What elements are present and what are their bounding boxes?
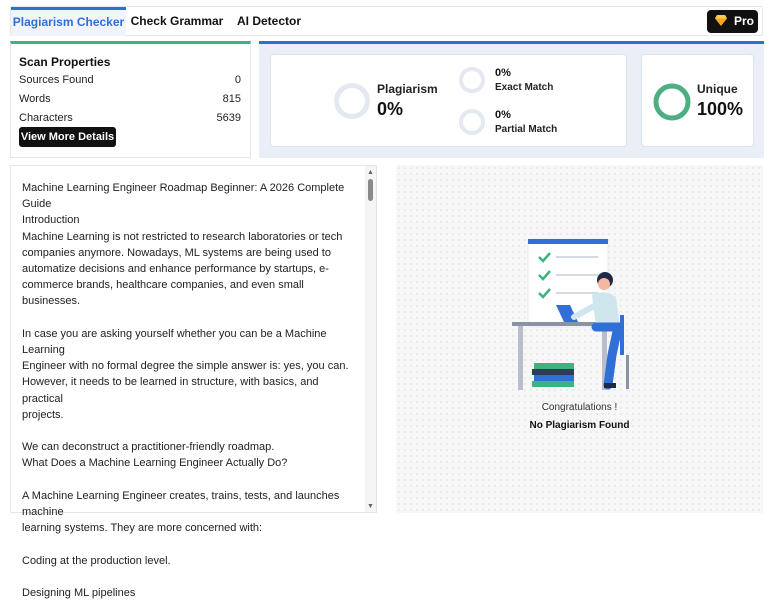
plagiarism-percent: 0% — [377, 99, 404, 119]
top-nav — [10, 6, 763, 36]
partial-match-label: Partial Match — [495, 124, 558, 135]
scroll-up-arrow-icon[interactable]: ▲ — [367, 169, 374, 176]
text-line: commerce brands, healthcare companies, and even small businesses. — [22, 279, 304, 308]
result-illustration-panel — [396, 165, 763, 513]
prop-row-sources — [19, 74, 241, 86]
text-line: However, it needs to be learned in structure, with basics, and practical — [22, 376, 319, 405]
prop-label: Words — [19, 93, 51, 105]
text-line: Machine Learning is not restricted to research laboratories or tech — [22, 230, 343, 243]
prop-value: 0 — [234, 74, 241, 86]
pro-label: Pro — [734, 14, 755, 28]
plagiarism-ring — [333, 82, 371, 120]
text-line: We can deconstruct a practitioner-friendly roadmap. — [22, 441, 275, 454]
text-line: Designing ML pipelines — [22, 587, 136, 600]
text-line: Introduction — [22, 214, 80, 227]
vertical-scrollbar[interactable] — [365, 166, 376, 512]
text-line: Coding at the production level. — [22, 554, 171, 567]
exact-match-label: Exact Match — [495, 82, 554, 93]
scan-properties-card — [10, 41, 251, 158]
text-line: Machine Learning Engineer Roadmap Beginner: A 2026 Complete Guide — [22, 182, 345, 211]
pro-button[interactable] — [707, 10, 758, 33]
diamond-icon — [715, 15, 727, 26]
scroll-thumb[interactable] — [368, 179, 373, 201]
plagiarism-summary-box — [270, 54, 627, 147]
document-text — [22, 180, 362, 601]
plagiarism-label: Plagiarism — [377, 82, 438, 96]
text-line — [22, 536, 362, 552]
tab-plagiarism-checker[interactable]: Plagiarism Checker — [11, 7, 126, 36]
partial-match-percent: 0% — [495, 109, 511, 121]
text-line: learning systems. They are more concerned with: — [22, 522, 263, 535]
tab-check-grammar[interactable]: Check Grammar — [130, 14, 224, 28]
unique-label: Unique — [697, 82, 738, 96]
text-line: What Does a Machine Learning Engineer Actually Do? — [22, 457, 288, 470]
no-plagiarism-message: No Plagiarism Found — [529, 420, 630, 431]
prop-label: Sources Found — [19, 74, 94, 86]
scroll-down-arrow-icon[interactable]: ▼ — [367, 503, 374, 510]
prop-label: Characters — [19, 112, 73, 124]
partial-match-ring — [458, 108, 486, 136]
text-line — [22, 472, 362, 488]
text-line: projects. — [22, 408, 64, 421]
text-line — [22, 310, 362, 326]
exact-match-ring — [458, 66, 486, 94]
text-line: A Machine Learning Engineer creates, trains, tests, and launches machine — [22, 489, 340, 519]
tab-ai-detector[interactable]: AI Detector — [236, 14, 301, 28]
prop-row-words — [19, 93, 241, 105]
view-more-details-button[interactable]: View More Details — [19, 127, 116, 147]
unique-box — [641, 54, 754, 147]
document-text-panel[interactable] — [10, 165, 377, 600]
congratulations-text: Congratulations ! — [541, 402, 618, 413]
text-line: companies anymore. Nowadays, ML systems are being used to — [22, 246, 331, 259]
prop-row-characters — [19, 112, 241, 124]
text-line: automatize decisions and enhance performance by startups, e- — [22, 263, 329, 276]
unique-ring — [652, 82, 692, 122]
scan-properties-title: Scan Properties — [19, 55, 111, 69]
text-line: Engineer with no formal degree the simple answer is: yes, you can. — [22, 360, 349, 373]
text-line — [22, 569, 362, 585]
text-line — [22, 423, 362, 439]
text-line: In case you are asking yourself whether you can be a Machine Learning — [22, 327, 327, 357]
unique-percent: 100% — [697, 99, 744, 119]
person-at-desk-illustration — [508, 235, 658, 395]
exact-match-percent: 0% — [495, 67, 511, 79]
prop-value: 5639 — [216, 112, 241, 124]
results-panel — [259, 41, 764, 158]
prop-value: 815 — [222, 93, 241, 105]
